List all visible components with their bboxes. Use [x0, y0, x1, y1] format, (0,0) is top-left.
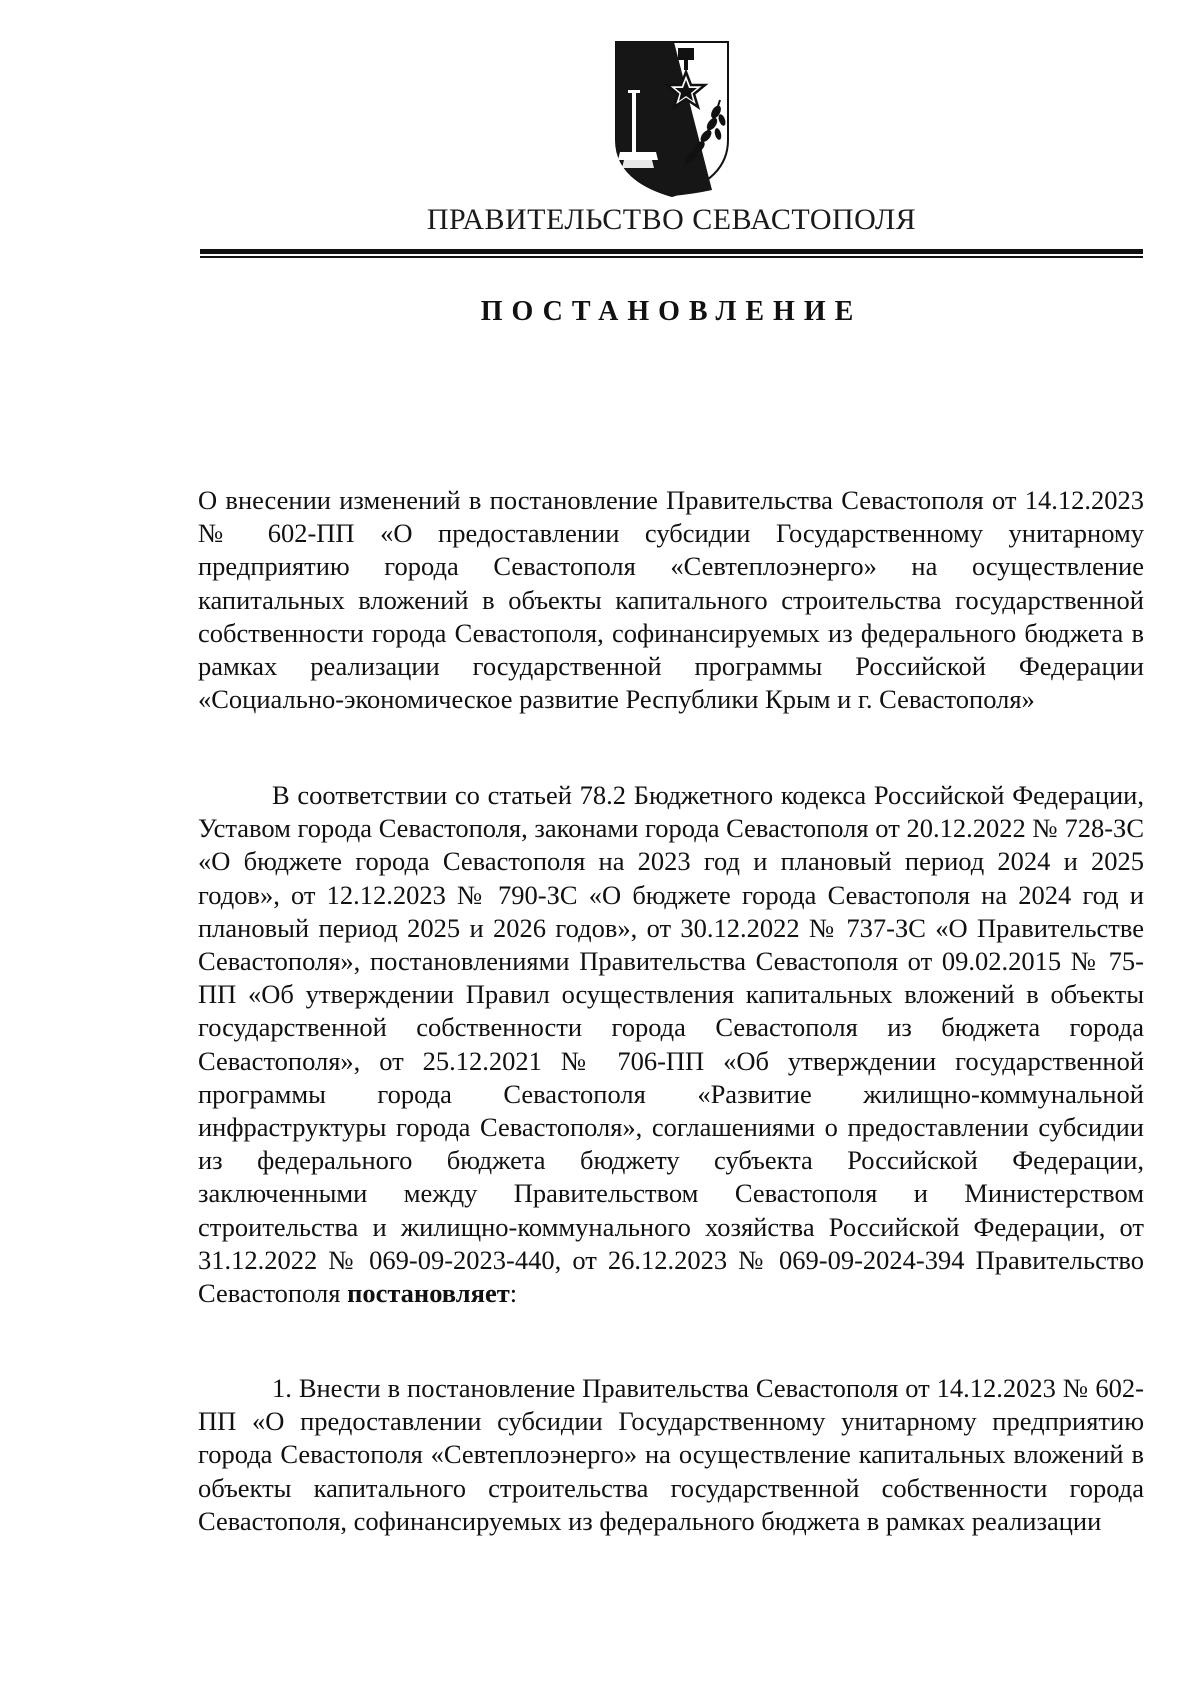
resolves-word: постановляет — [347, 1278, 510, 1309]
decree-subject — [198, 484, 1144, 716]
preamble-paragraph — [198, 779, 1144, 1310]
header-divider-thick — [200, 249, 1143, 254]
government-title: ПРАВИТЕЛЬСТВО СЕВАСТОПОЛЯ — [426, 203, 917, 236]
document-type-heading: ПОСТАНОВЛЕНИЕ — [480, 296, 863, 327]
header-divider-thin — [200, 256, 1143, 258]
decree-item-text: 1. Внести в постановление Правительства Севастополя от 14.12.2023 № 602-ПП «О предоставлении субсидии Государственному унитарному предприятию города Севастополя «Севтеплоэнерго» на осуществление капитальных вложений в объекты капитального строительства государственной собственности города Севастополя, софинансируемых из федерального бюджета в рамках реализации — [198, 1373, 1144, 1536]
decree-item-1 — [198, 1372, 1144, 1538]
sevastopol-coat-of-arms-icon — [612, 40, 732, 198]
resolves-colon: : — [509, 1278, 518, 1309]
decree-subject-text: О внесении изменений в постановление Правительства Севастополя от 14.12.2023 № 602-ПП «О предоставлении субсидии Государственному унитарному предприятию города Севастополя «Севтеплоэнерго» на осуществление капитальных вложений в объекты капитального строительства государственной собственности города Севастополя, софинансируемых из федерального бюджета в рамках реализации государственной программы Российской Федерации «Социально-экономическое развитие Республики Крым и г. Севастополя» — [198, 485, 1144, 715]
preamble-text: В соответствии со статьей 78.2 Бюджетного кодекса Российской Федерации, Уставом города Севастополя, законами города Севастополя от 20.12.2022 № 728-ЗС «О бюджете города Севастополя на 2023 год и плановый период 2024 и 2025 годов», от 12.12.2023 № 790-ЗС «О бюджете города Севастополя на 2024 год и плановый период 2025 и 2026 годов», от 30.12.2022 № 737-ЗС «О Правительстве Севастополя», постановлениями Правительства Севастополя от 09.02.2015 № 75-ПП «Об утверждении Правил осуществления капитальных вложений в объекты государственной собственности города Севастополя из бюджета города Севастополя», от 25.12.2021 № 706-ПП «Об утверждении государственной программы города Севастополя «Развитие жилищно-коммунальной инфраструктуры города Севастополя», соглашениями о предоставлении субсидии из федерального бюджета бюджету субъекта Российской Федерации, заключенными между Правительством Севастополя и Министерством строительства и жилищно-коммунального хозяйства Российской Федерации, от 31.12.2022 № 069-09-2023-440, от 26.12.2023 № 069-09-2024-394 Правительство Севастополя — [198, 780, 1144, 1309]
decree-preamble — [198, 779, 1144, 1310]
